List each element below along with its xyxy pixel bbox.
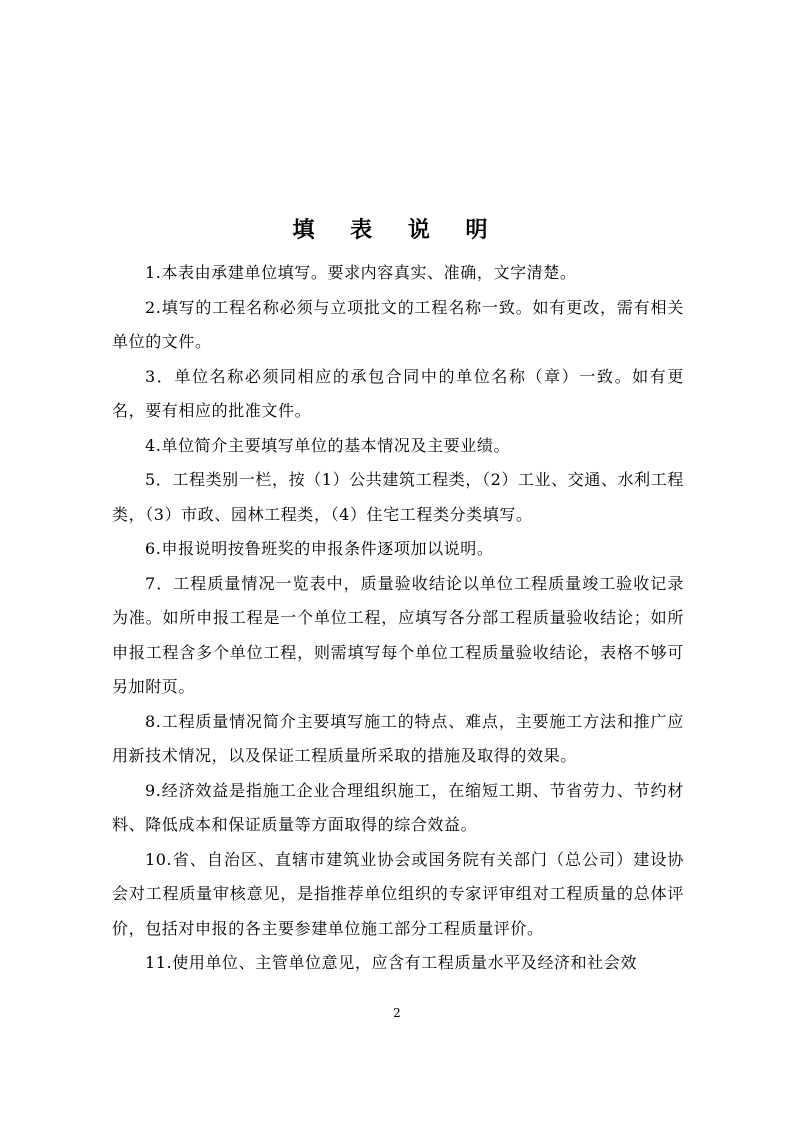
instruction-paragraph-5: 5．工程类别一栏，按（1）公共建筑工程类，（2）工业、交通、水利工程类，（3）市政、园林工程类，（4）住宅工程类分类填写。 (112, 470, 684, 524)
page-number: 2 (393, 1006, 401, 1020)
instruction-paragraph-1: 1.本表由承建单位填写。要求内容真实、准确，文字清楚。 (145, 263, 577, 282)
instructions-body (112, 256, 684, 981)
instruction-paragraph-11: 11.使用单位、主管单位意见，应含有工程质量水平及经济和社会效 (145, 953, 638, 972)
instruction-paragraph-6: 6.申报说明按鲁班奖的申报条件逐项加以说明。 (145, 539, 494, 558)
instruction-paragraph-8: 8.工程质量情况简介主要填写施工的特点、难点，主要施工方法和推广应用新技术情况，以及保证工程质量所采取的措施及取得的效果。 (112, 711, 684, 765)
instruction-paragraph-3: 3．单位名称必须同相应的承包合同中的单位名称（章）一致。如有更名，要有相应的批准文件。 (112, 366, 684, 420)
instruction-paragraph-7: 7．工程质量情况一览表中，质量验收结论以单位工程质量竣工验收记录为准。如所申报工程是一个单位工程，应填写各分部工程质量验收结论；如所申报工程含多个单位工程，则需填写每个单位工程质量验收结论，表格不够可另加附页。 (112, 573, 684, 696)
instruction-paragraph-10: 10.省、自治区、直辖市建筑业协会或国务院有关部门（总公司）建设协会对工程质量审核意见，是指推荐单位组织的专家评审组对工程质量的总体评价，包括对申报的各主要参建单位施工部分工程质量评价。 (112, 849, 684, 938)
instruction-paragraph-4: 4.单位简介主要填写单位的基本情况及主要业绩。 (145, 435, 511, 455)
instruction-paragraph-2: 2.填写的工程名称必须与立项批文的工程名称一致。如有更改，需有相关单位的文件。 (112, 297, 684, 351)
document-title: 填 表 说 明 (292, 217, 502, 243)
instruction-paragraph-9: 9.经济效益是指施工企业合理组织施工，在缩短工期、节省劳力、节约材料、降低成本和保证质量等方面取得的综合效益。 (112, 780, 684, 834)
